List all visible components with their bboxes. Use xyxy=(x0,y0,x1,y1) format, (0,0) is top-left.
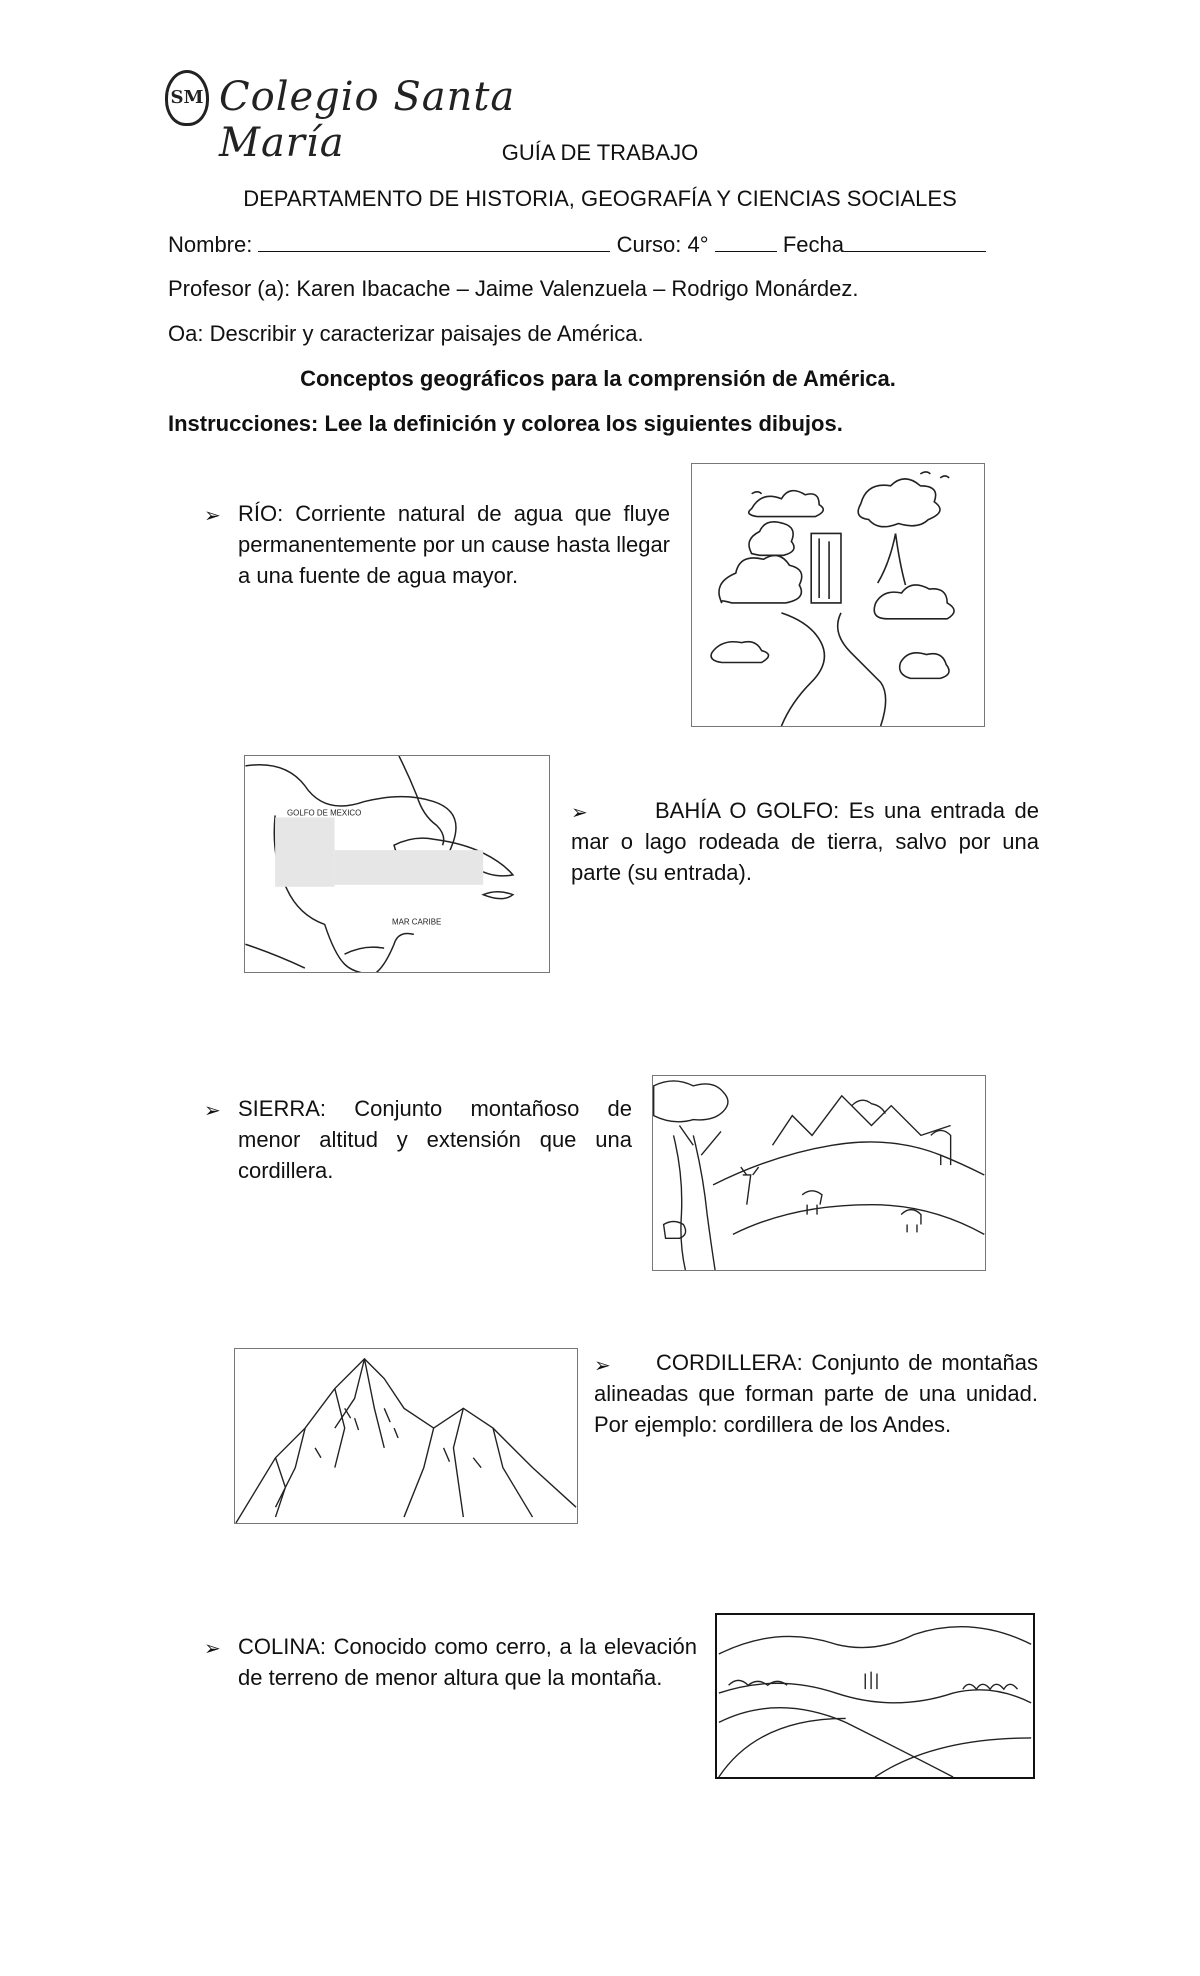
map-label-golfo: GOLFO DE MEXICO xyxy=(287,808,362,818)
fecha-field[interactable] xyxy=(844,229,986,252)
curso-label: Curso: 4° xyxy=(616,232,709,257)
nombre-field[interactable] xyxy=(258,229,610,252)
bullet-icon: ➢ xyxy=(571,802,588,824)
objective-line: Oa: Describir y caracterizar paisajes de América. xyxy=(168,321,644,346)
bullet-icon: ➢ xyxy=(204,505,221,527)
student-info-row xyxy=(168,229,986,260)
instructions: Instrucciones: Lee la definición y colorea los siguientes dibujos. xyxy=(168,411,843,436)
sierra-drawing xyxy=(652,1075,986,1271)
concept-colina-text: COLINA: Conocido como cerro, a la elevación de terreno de menor altura que la montaña. xyxy=(238,1634,697,1690)
bullet-icon: ➢ xyxy=(204,1100,221,1122)
map-label-caribe: MAR CARIBE xyxy=(392,917,442,927)
river-drawing xyxy=(691,463,985,727)
concept-rio-text: RÍO: Corriente natural de agua que fluye permanentemente por un cause hasta llegar a una fuente de agua mayor. xyxy=(238,501,670,588)
department-heading: DEPARTAMENTO DE HISTORIA, GEOGRAFÍA Y CIENCIAS SOCIALES xyxy=(243,186,957,211)
profesor-line: Profesor (a): Karen Ibacache – Jaime Valenzuela – Rodrigo Monárdez. xyxy=(168,276,859,301)
concept-sierra-text: SIERRA: Conjunto montañoso de menor altitud y extensión que una cordillera. xyxy=(238,1096,632,1183)
school-logo xyxy=(165,68,525,166)
logo-emblem: SM xyxy=(165,70,209,126)
gulf-map xyxy=(244,755,550,973)
hills-drawing xyxy=(715,1613,1035,1779)
logo-text: Colegio Santa María xyxy=(219,74,516,166)
curso-field[interactable] xyxy=(715,229,777,252)
page-title: GUÍA DE TRABAJO xyxy=(501,140,699,165)
concept-bahia-text: BAHÍA O GOLFO: Es una entrada de mar o lago rodeada de tierra, salvo por una parte (su entrada). xyxy=(571,798,1039,885)
fecha-label: Fecha xyxy=(782,232,844,257)
bullet-icon: ➢ xyxy=(594,1355,611,1377)
concept-cordillera-text: CORDILLERA: Conjunto de montañas alineadas que forman parte de una unidad. Por ejemplo: cordillera de los Andes. xyxy=(594,1350,1038,1437)
mountain-drawing xyxy=(234,1348,578,1524)
nombre-label: Nombre: xyxy=(168,232,253,257)
section-subtitle: Conceptos geográficos para la comprensión de América. xyxy=(300,366,896,391)
bullet-icon: ➢ xyxy=(204,1638,221,1660)
